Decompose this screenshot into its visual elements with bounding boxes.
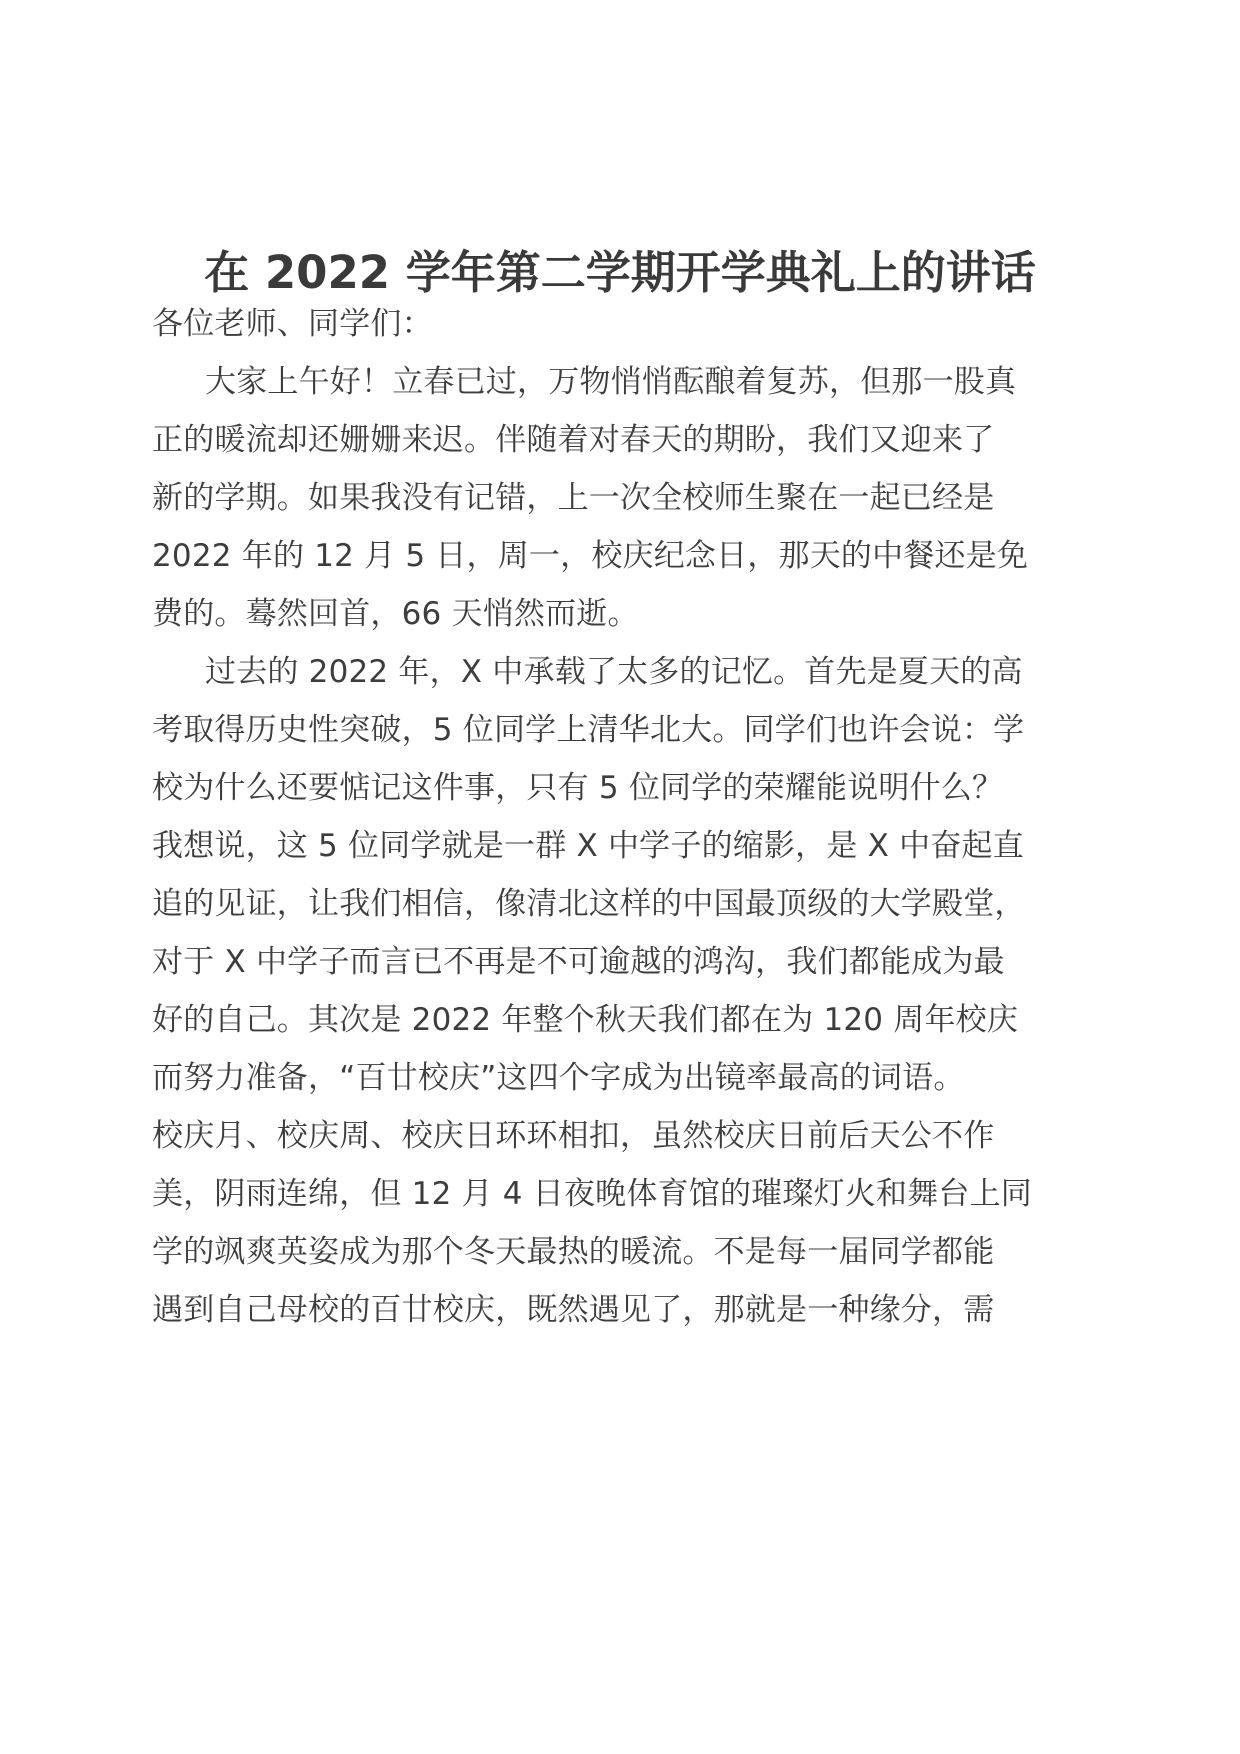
paragraph-2-line-4: 我想说，这 5 位同学就是一群 X 中学子的缩影，是 X 中奋起直 — [152, 828, 1024, 864]
paragraph-2-line-2: 考取得历史性突破，5 位同学上清华北大。同学们也许会说：学 — [152, 712, 1025, 748]
paragraph-1-line-5: 费的。蓦然回首，66 天悄然而逝。 — [152, 596, 639, 632]
paragraph-2-line-11: 学的飒爽英姿成为那个冬天最热的暖流。不是每一届同学都能 — [152, 1234, 995, 1270]
paragraph-2-line-8: 而努力准备，“百廿校庆”这四个字成为出镜率最高的词语。 — [152, 1060, 965, 1096]
paragraph-2-line-1: 过去的 2022 年，X 中承载了太多的记忆。首先是夏天的高 — [205, 654, 1023, 690]
page-title: 在 2022 学年第二学期开学典礼上的讲话 — [204, 246, 1036, 299]
paragraph-2-line-9: 校庆月、校庆周、校庆日环环相扣，虽然校庆日前后天公不作 — [152, 1118, 995, 1154]
paragraph-1-line-1: 大家上午好！立春已过，万物悄悄酝酿着复苏，但那一股真 — [205, 364, 1017, 400]
salutation: 各位老师、同学们： — [152, 306, 433, 342]
paragraph-2-line-12: 遇到自己母校的百廿校庆，既然遇见了，那就是一种缘分，需 — [152, 1292, 995, 1328]
paragraph-2-line-6: 对于 X 中学子而言已不再是不可逾越的鸿沟，我们都能成为最 — [152, 944, 1005, 980]
paragraph-1-line-3: 新的学期。如果我没有记错，上一次全校师生聚在一起已经是 — [152, 480, 995, 516]
paragraph-2-line-5: 追的见证，让我们相信，像清北这样的中国最顶级的大学殿堂， — [152, 886, 1026, 922]
paragraph-2-line-10: 美，阴雨连绵，但 12 月 4 日夜晚体育馆的璀璨灯火和舞台上同 — [152, 1176, 1032, 1212]
paragraph-1-line-2: 正的暖流却还姗姗来迟。伴随着对春天的期盼，我们又迎来了 — [152, 422, 995, 458]
paragraph-2-line-3: 校为什么还要惦记这件事，只有 5 位同学的荣耀能说明什么？ — [152, 770, 1004, 806]
paragraph-2-line-7: 好的自己。其次是 2022 年整个秋天我们都在为 120 周年校庆 — [152, 1002, 1019, 1038]
paragraph-1-line-4: 2022 年的 12 月 5 日，周一，校庆纪念日，那天的中餐还是免 — [152, 538, 1029, 574]
